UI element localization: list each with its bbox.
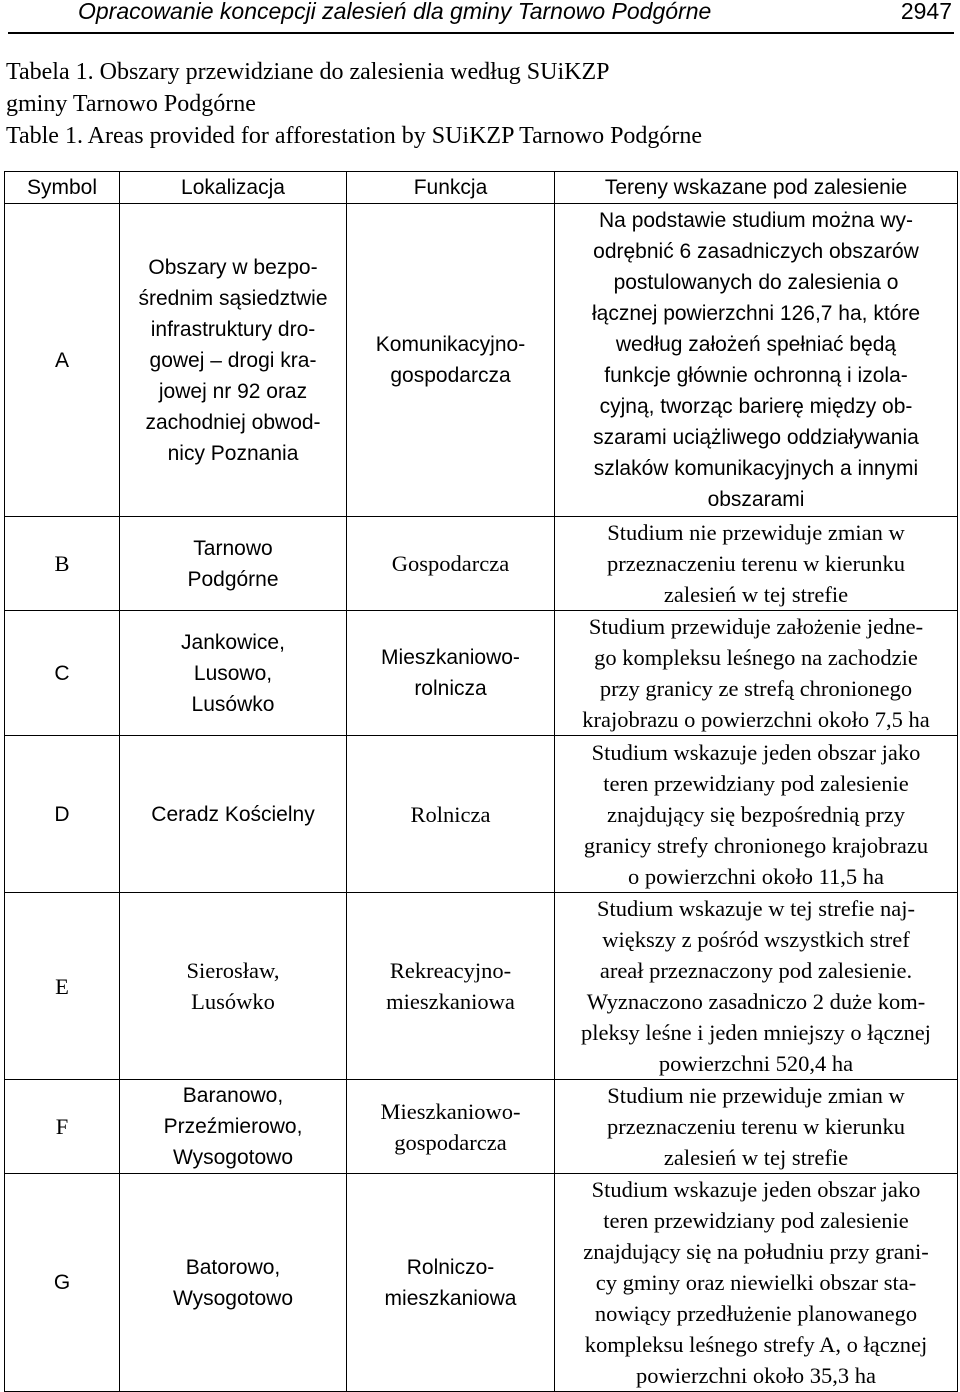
cell-tereny: Studium przewiduje założenie jedne- go kompleksu leśnego na zachodzie przy granicy ze strefą chronionego krajobrazu o powierzchni około 7,5 ha (555, 611, 958, 736)
cell-tereny: Studium wskazuje jeden obszar jako teren przewidziany pod zalesienie znajdujący się na południu przy grani- cy gminy oraz niewielki obszar sta- nowiący przedłużenie planowanego kompleksu leśnego strefy A, o łącznej powierzchni około 35,3 ha (555, 1174, 958, 1392)
cell-symbol: B (5, 517, 120, 611)
column-header-tereny: Tereny wskazane pod zalesienie (555, 172, 958, 204)
cell-symbol: G (5, 1174, 120, 1392)
cell-tereny: Studium nie przewiduje zmian w przeznaczeniu terenu w kierunku zalesień w tej strefie (555, 517, 958, 611)
running-header (0, 0, 960, 30)
table-row (5, 517, 958, 611)
table-row (5, 1174, 958, 1392)
header-rule (8, 32, 954, 34)
table-caption (6, 56, 702, 152)
cell-funkcja: Rolnicza (347, 736, 555, 893)
cell-funkcja: Komunikacyjno- gospodarcza (347, 204, 555, 517)
table-header-row (5, 172, 958, 204)
cell-funkcja: Mieszkaniowo- rolnicza (347, 611, 555, 736)
cell-lokalizacja: Ceradz Kościelny (120, 736, 347, 893)
cell-symbol: C (5, 611, 120, 736)
cell-symbol: F (5, 1080, 120, 1174)
table-row (5, 611, 958, 736)
caption-line-pl-1: Tabela 1. Obszary przewidziane do zalesienia według SUiKZP (6, 59, 610, 85)
column-header-symbol: Symbol (5, 172, 120, 204)
cell-tereny: Na podstawie studium można wy- odrębnić 6 zasadniczych obszarów postulowanych do zalesienia o łącznej powierzchni 126,7 ha, które według założeń spełniać będą funkcje głównie ochronną i izola- cyjną, tworząc barierę między ob- szarami uciążliwego oddziaływania szlaków komunikacyjnych a innymi obszarami (555, 204, 958, 517)
caption-line-en: Table 1. Areas provided for afforestation by SUiKZP Tarnowo Podgórne (6, 123, 703, 149)
column-header-funkcja: Funkcja (347, 172, 555, 204)
cell-symbol: D (5, 736, 120, 893)
table-row (5, 204, 958, 517)
column-header-lokalizacja: Lokalizacja (120, 172, 347, 204)
cell-funkcja: Mieszkaniowo- gospodarcza (347, 1080, 555, 1174)
table-row (5, 736, 958, 893)
cell-tereny: Studium wskazuje w tej strefie naj- większy z pośród wszystkich stref areał przeznaczony pod zalesienie. Wyznaczono zasadniczo 2 duże kom- pleksy leśne i jeden mniejszy o łącznej powierzchni 520,4 ha (555, 893, 958, 1080)
cell-lokalizacja: Obszary w bezpo- średnim sąsiedztwie infrastruktury dro- gowej – drogi kra- jowej nr 92 oraz zachodniej obwod- nicy Poznania (120, 204, 347, 517)
table-row (5, 1080, 958, 1174)
running-header-title: Opracowanie koncepcji zalesień dla gminy Tarnowo Podgórne (78, 0, 712, 24)
caption-line-pl-2: gminy Tarnowo Podgórne (6, 91, 256, 117)
page-number: 2947 (900, 0, 952, 24)
afforestation-areas-table (4, 171, 958, 1392)
cell-funkcja: Rekreacyjno- mieszkaniowa (347, 893, 555, 1080)
cell-symbol: A (5, 204, 120, 517)
cell-funkcja: Gospodarcza (347, 517, 555, 611)
cell-tereny: Studium wskazuje jeden obszar jako teren przewidziany pod zalesienie znajdujący się bezpośrednią przy granicy strefy chronionego krajobrazu o powierzchni około 11,5 ha (555, 736, 958, 893)
cell-lokalizacja: Sierosław, Lusówko (120, 893, 347, 1080)
cell-tereny: Studium nie przewiduje zmian w przeznaczeniu terenu w kierunku zalesień w tej strefie (555, 1080, 958, 1174)
cell-lokalizacja: Jankowice, Lusowo, Lusówko (120, 611, 347, 736)
cell-lokalizacja: Baranowo, Przeźmierowo, Wysogotowo (120, 1080, 347, 1174)
cell-symbol: E (5, 893, 120, 1080)
cell-lokalizacja: Tarnowo Podgórne (120, 517, 347, 611)
cell-funkcja: Rolniczo- mieszkaniowa (347, 1174, 555, 1392)
cell-lokalizacja: Batorowo, Wysogotowo (120, 1174, 347, 1392)
table-row (5, 893, 958, 1080)
